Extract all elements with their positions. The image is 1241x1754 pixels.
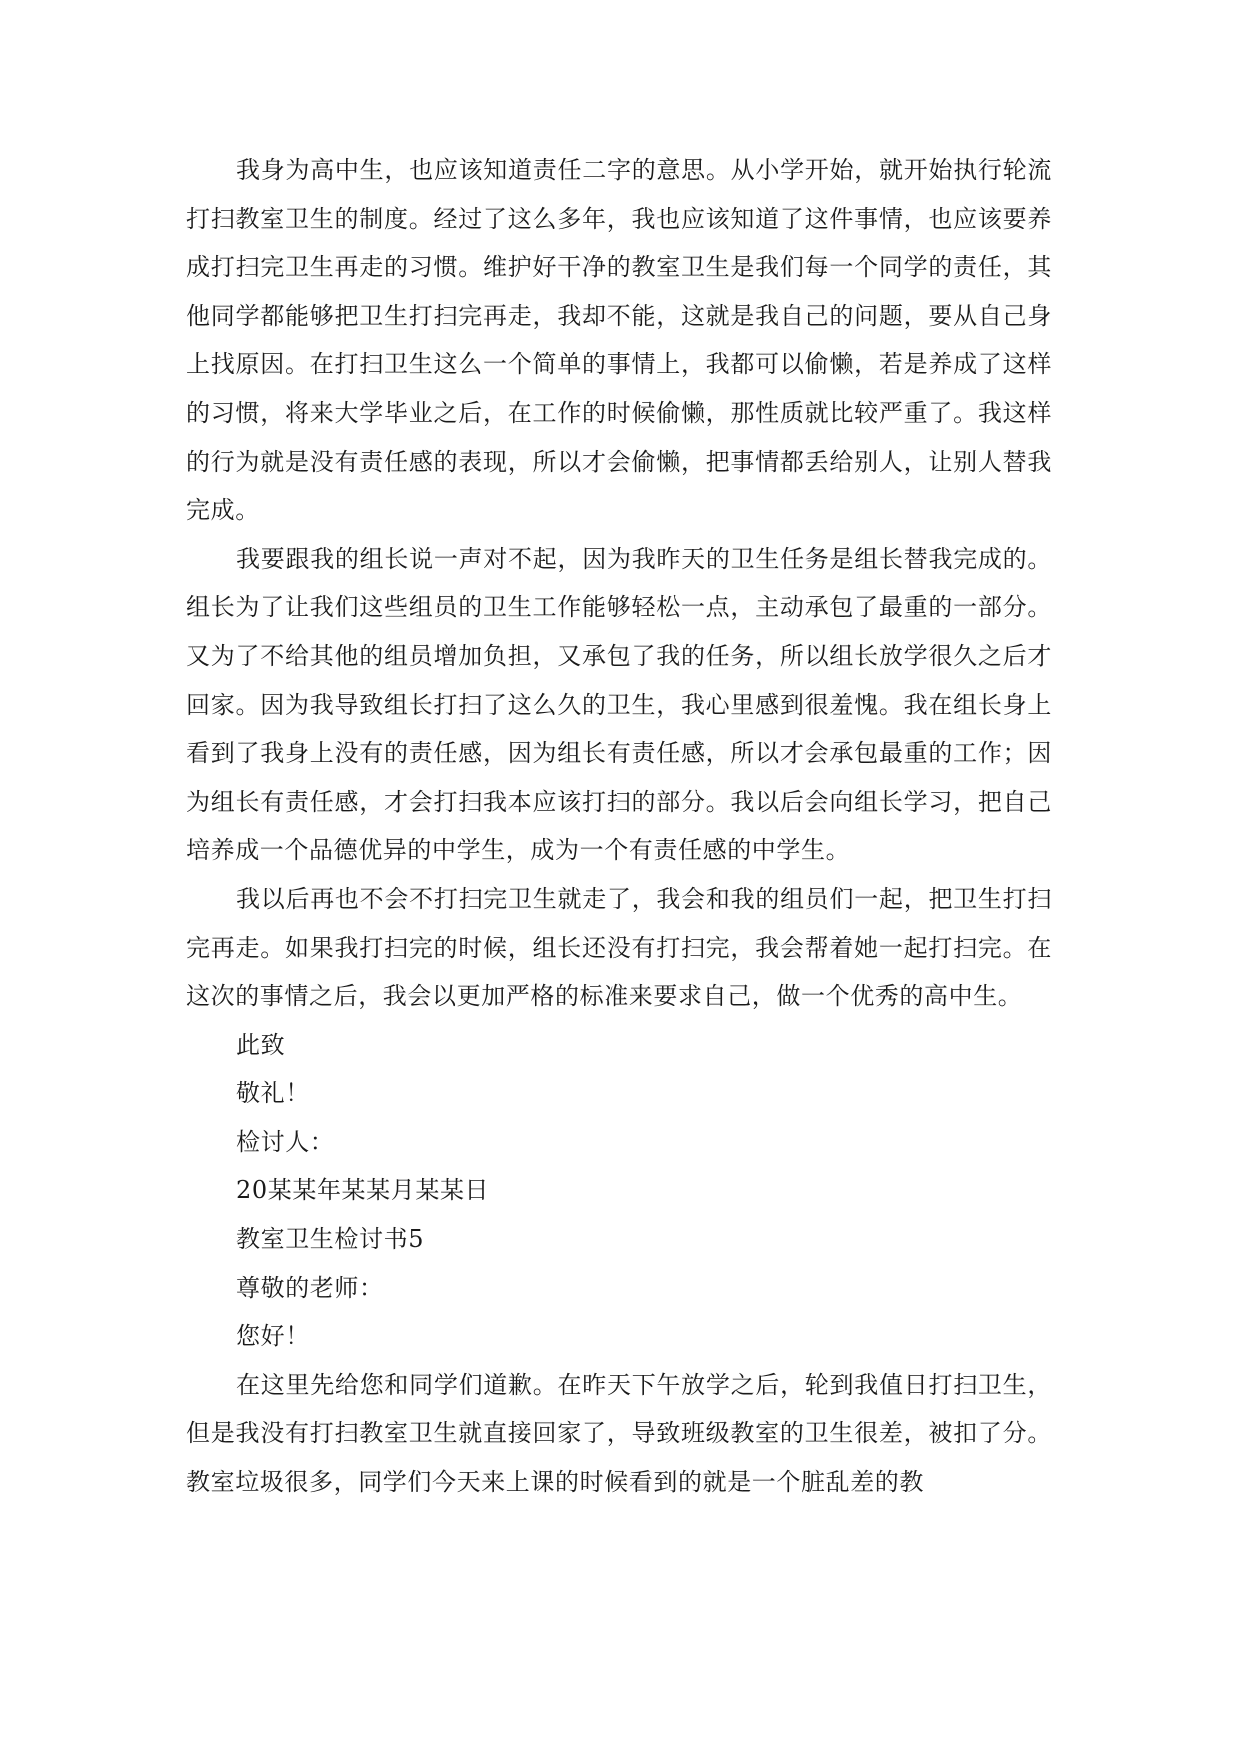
paragraph-responsibility: 我身为高中生，也应该知道责任二字的意思。从小学开始，就开始执行轮流打扫教室卫生的制度。经过了这么多年，我也应该知道了这件事情，也应该要养成打扫完卫生再走的习惯。维护好干净的教室卫生是我们每一个同学的责任，其他同学都能够把卫生打扫完再走，我却不能，这就是我自己的问题，要从自己身上找原因。在打扫卫生这么一个简单的事情上，我都可以偷懒，若是养成了这样的习惯，将来大学毕业之后，在工作的时候偷懒，那性质就比较严重了。我这样的行为就是没有责任感的表现，所以才会偷懒，把事情都丢给别人，让别人替我完成。 [186,156,1052,525]
date-line: 20某某年某某月某某日 [236,1176,490,1205]
next-letter-greeting: 尊敬的老师： [236,1273,384,1302]
paragraph-apology-to-leader: 我要跟我的组长说一声对不起，因为我昨天的卫生任务是组长替我完成的。组长为了让我们这些组员的卫生工作能够轻松一点，主动承包了最重的一部分。又为了不给其他的组员增加负担，又承包了我的任务，所以组长放学很久之后才回家。因为我导致组长打扫了这么久的卫生，我心里感到很羞愧。我在组长身上看到了我身上没有的责任感，因为组长有责任感，所以才会承包最重的工作；因为组长有责任感，才会打扫我本应该打扫的部分。我以后会向组长学习，把自己培养成一个品德优异的中学生，成为一个有责任感的中学生。 [186,544,1052,865]
paragraph-promise: 我以后再也不会不打扫完卫生就走了，我会和我的组员们一起，把卫生打扫完再走。如果我打扫完的时候，组长还没有打扫完，我会帮着她一起打扫完。在这次的事情之后，我会以更加严格的标准来要求自己，做一个优秀的高中生。 [186,884,1052,1011]
salute-line: 敬礼！ [236,1079,310,1108]
document-body [186,146,1052,1507]
paragraph-next-letter-body: 在这里先给您和同学们道歉。在昨天下午放学之后，轮到我值日打扫卫生，但是我没有打扫教室卫生就直接回家了，导致班级教室的卫生很差，被扣了分。教室垃圾很多，同学们今天来上课的时候看到的就是一个脏乱差的教 [186,1370,1052,1497]
next-letter-hello: 您好！ [236,1322,310,1351]
next-letter-title: 教室卫生检讨书5 [236,1225,425,1254]
signer-line: 检讨人： [236,1127,335,1156]
closing-line: 此致 [236,1030,286,1059]
